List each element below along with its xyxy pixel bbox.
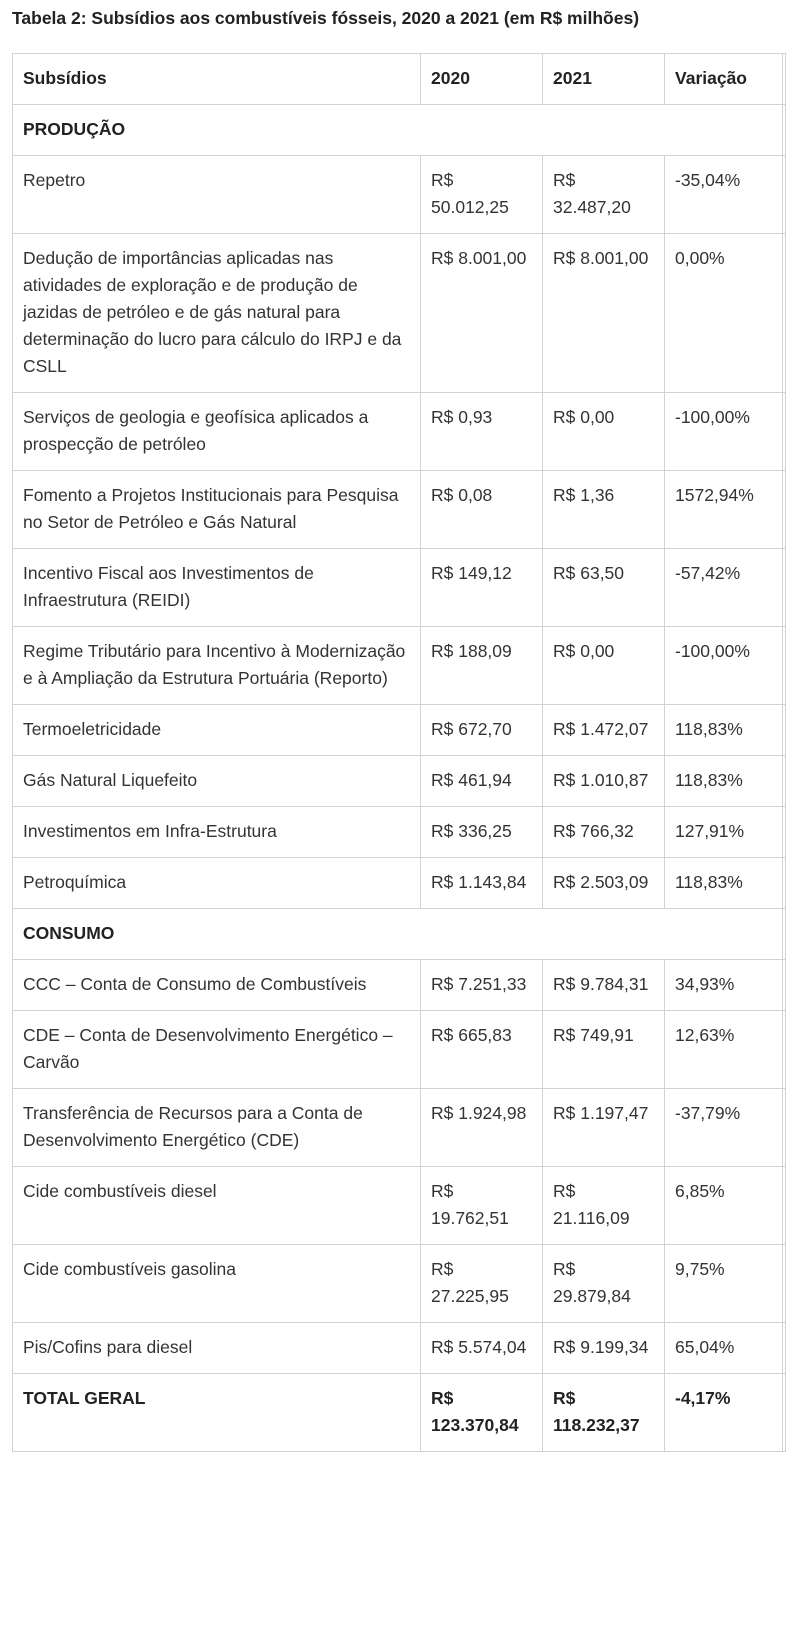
value-2021-cell: R$ 0,00 xyxy=(543,627,665,705)
variacao-cell: 118,83% xyxy=(665,858,783,909)
subsidio-cell: Investimentos em Infra-Estrutura xyxy=(13,807,421,858)
subsidio-cell: Fomento a Projetos Institucionais para Pesquisa no Setor de Petróleo e Gás Natural xyxy=(13,471,421,549)
value-2021-cell: R$ 766,32 xyxy=(543,807,665,858)
value-2020-cell: R$ 27.225,95 xyxy=(421,1245,543,1323)
subsidio-cell: Pis/Cofins para diesel xyxy=(13,1323,421,1374)
variacao-cell: 6,85% xyxy=(665,1167,783,1245)
header-subsidios: Subsídios xyxy=(13,54,421,105)
empty-cell xyxy=(783,858,786,909)
table-row xyxy=(13,807,786,858)
empty-cell xyxy=(783,1245,786,1323)
value-2020-cell: R$ 123.370,84 xyxy=(421,1374,543,1452)
value-2020-cell: R$ 0,93 xyxy=(421,393,543,471)
value-2020-cell: R$ 7.251,33 xyxy=(421,960,543,1011)
empty-cell xyxy=(783,1089,786,1167)
empty-cell xyxy=(783,807,786,858)
table-row xyxy=(13,705,786,756)
value-2021-cell: R$ 1.472,07 xyxy=(543,705,665,756)
table-row xyxy=(13,1089,786,1167)
subsidio-cell: Incentivo Fiscal aos Investimentos de Infraestrutura (REIDI) xyxy=(13,549,421,627)
table-row xyxy=(13,756,786,807)
subsidies-table xyxy=(12,53,786,1452)
variacao-cell: -35,04% xyxy=(665,156,783,234)
subsidio-cell: Cide combustíveis gasolina xyxy=(13,1245,421,1323)
table-row xyxy=(13,156,786,234)
variacao-cell: -100,00% xyxy=(665,393,783,471)
subsidio-cell: CDE – Conta de Desenvolvimento Energético – Carvão xyxy=(13,1011,421,1089)
header-variacao: Variação xyxy=(665,54,783,105)
value-2021-cell: R$ 1.197,47 xyxy=(543,1089,665,1167)
variacao-cell: -4,17% xyxy=(665,1374,783,1452)
value-2021-cell: R$ 32.487,20 xyxy=(543,156,665,234)
value-2020-cell: R$ 188,09 xyxy=(421,627,543,705)
variacao-cell: 12,63% xyxy=(665,1011,783,1089)
value-2021-cell: R$ 21.116,09 xyxy=(543,1167,665,1245)
value-2021-cell: R$ 1,36 xyxy=(543,471,665,549)
empty-cell xyxy=(783,1167,786,1245)
variacao-cell: -37,79% xyxy=(665,1089,783,1167)
subsidio-cell: Cide combustíveis diesel xyxy=(13,1167,421,1245)
variacao-cell: 9,75% xyxy=(665,1245,783,1323)
empty-cell xyxy=(783,909,786,960)
table-row xyxy=(13,1323,786,1374)
empty-cell xyxy=(783,156,786,234)
table-caption: Tabela 2: Subsídios aos combustíveis fósseis, 2020 a 2021 (em R$ milhões) xyxy=(12,8,640,28)
empty-cell xyxy=(783,549,786,627)
variacao-cell: 34,93% xyxy=(665,960,783,1011)
subsidio-cell: Regime Tributário para Incentivo à Modernização e à Ampliação da Estrutura Portuária (Reporto) xyxy=(13,627,421,705)
empty-cell xyxy=(783,1323,786,1374)
section-label: PRODUÇÃO xyxy=(13,105,783,156)
subsidio-cell: Termoeletricidade xyxy=(13,705,421,756)
empty-cell xyxy=(783,1374,786,1452)
value-2021-cell: R$ 8.001,00 xyxy=(543,234,665,393)
value-2020-cell: R$ 672,70 xyxy=(421,705,543,756)
value-2020-cell: R$ 5.574,04 xyxy=(421,1323,543,1374)
empty-cell xyxy=(783,234,786,393)
header-2021: 2021 xyxy=(543,54,665,105)
value-2021-cell: R$ 9.199,34 xyxy=(543,1323,665,1374)
value-2020-cell: R$ 50.012,25 xyxy=(421,156,543,234)
variacao-cell: 127,91% xyxy=(665,807,783,858)
variacao-cell: 118,83% xyxy=(665,705,783,756)
value-2020-cell: R$ 149,12 xyxy=(421,549,543,627)
empty-cell xyxy=(783,756,786,807)
table-header-row xyxy=(13,54,786,105)
empty-cell xyxy=(783,960,786,1011)
variacao-cell: 0,00% xyxy=(665,234,783,393)
value-2020-cell: R$ 336,25 xyxy=(421,807,543,858)
section-header-row xyxy=(13,105,786,156)
table-row xyxy=(13,1167,786,1245)
subsidio-cell: Petroquímica xyxy=(13,858,421,909)
variacao-cell: 1572,94% xyxy=(665,471,783,549)
value-2020-cell: R$ 1.143,84 xyxy=(421,858,543,909)
value-2021-cell: R$ 749,91 xyxy=(543,1011,665,1089)
variacao-cell: 118,83% xyxy=(665,756,783,807)
empty-cell xyxy=(783,393,786,471)
empty-cell xyxy=(783,627,786,705)
subsidio-cell: TOTAL GERAL xyxy=(13,1374,421,1452)
table-row xyxy=(13,960,786,1011)
section-header-row xyxy=(13,909,786,960)
value-2021-cell: R$ 29.879,84 xyxy=(543,1245,665,1323)
table-row xyxy=(13,1011,786,1089)
table-row xyxy=(13,1245,786,1323)
empty-cell xyxy=(783,471,786,549)
value-2021-cell: R$ 1.010,87 xyxy=(543,756,665,807)
value-2020-cell: R$ 461,94 xyxy=(421,756,543,807)
subsidio-cell: Dedução de importâncias aplicadas nas atividades de exploração e de produção de jazidas de petróleo e de gás natural para determinação do lucro para cálculo do IRPJ e da CSLL xyxy=(13,234,421,393)
value-2020-cell: R$ 0,08 xyxy=(421,471,543,549)
table-row xyxy=(13,858,786,909)
variacao-cell: 65,04% xyxy=(665,1323,783,1374)
header-2020: 2020 xyxy=(421,54,543,105)
value-2020-cell: R$ 19.762,51 xyxy=(421,1167,543,1245)
table-row xyxy=(13,549,786,627)
empty-cell xyxy=(783,1011,786,1089)
subsidio-cell: Transferência de Recursos para a Conta de Desenvolvimento Energético (CDE) xyxy=(13,1089,421,1167)
empty-cell xyxy=(783,705,786,756)
table-row xyxy=(13,234,786,393)
value-2020-cell: R$ 8.001,00 xyxy=(421,234,543,393)
value-2021-cell: R$ 9.784,31 xyxy=(543,960,665,1011)
subsidio-cell: Repetro xyxy=(13,156,421,234)
value-2021-cell: R$ 2.503,09 xyxy=(543,858,665,909)
empty-cell xyxy=(783,105,786,156)
value-2021-cell: R$ 63,50 xyxy=(543,549,665,627)
variacao-cell: -100,00% xyxy=(665,627,783,705)
value-2020-cell: R$ 1.924,98 xyxy=(421,1089,543,1167)
table-row xyxy=(13,627,786,705)
empty-cell xyxy=(783,54,786,105)
value-2020-cell: R$ 665,83 xyxy=(421,1011,543,1089)
variacao-cell: -57,42% xyxy=(665,549,783,627)
value-2021-cell: R$ 0,00 xyxy=(543,393,665,471)
subsidio-cell: CCC – Conta de Consumo de Combustíveis xyxy=(13,960,421,1011)
value-2021-cell: R$ 118.232,37 xyxy=(543,1374,665,1452)
subsidio-cell: Gás Natural Liquefeito xyxy=(13,756,421,807)
table-row xyxy=(13,471,786,549)
table-row xyxy=(13,393,786,471)
total-row xyxy=(13,1374,786,1452)
subsidio-cell: Serviços de geologia e geofísica aplicados a prospecção de petróleo xyxy=(13,393,421,471)
section-label: CONSUMO xyxy=(13,909,783,960)
